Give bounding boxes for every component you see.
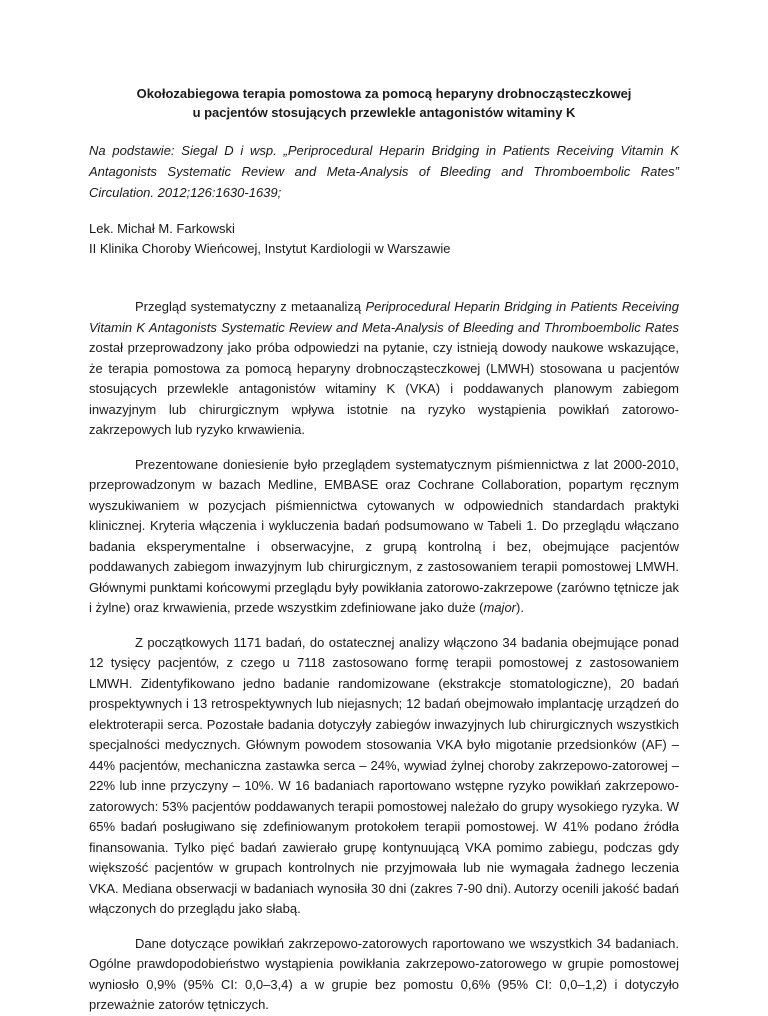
author-block — [89, 219, 679, 259]
paragraph-3: Z początkowych 1171 badań, do ostatecznej analizy włączono 34 badania obejmujące ponad 12 tysięcy pacjentów, z czego u 7118 zastosowano formę terapii pomostowej z zastosowaniem LMWH. Zidentyfikowano jedno badanie randomizowane (ekstrakcje stomatologiczne), 20 badań prospektywnych i 13 retrospektywnych lub niejasnych; 12 badań obejmowało implantację urządzeń do elektroterapii serca. Pozostałe badania dotyczyły zabiegów inwazyjnych lub chirurgicznych wszystkich specjalności medycznych. Głównym powodem stosowania VKA było migotanie przedsionków (AF) – 44% pacjentów, mechaniczna zastawka serca – 24%, wywiad żylnej choroby zakrzepowo-zatorowej – 22% lub inne przyczyny – 10%. W 16 badaniach raportowano wstępne ryzyko powikłań zakrzepowo-zatorowych: 53% pacjentów poddawanych terapii pomostowej należało do grupy wysokiego ryzyka. W 65% badań posługiwano się zdefiniowanym protokołem terapii pomostowej. W 41% podano źródła finansowania. Tylko pięć badań zawierało grupę kontynuującą VKA pomimo zabiegu, podczas gdy większość pacjentów w grupach kontrolnych nie przyjmowała lub nie wymagała żadnego leczenia VKA. Mediana obserwacji w badaniach wynosiła 30 dni (zakres 7-90 dni). Autorzy ocenili jakość badań włączonych do przeglądu jako słabą. — [89, 634, 679, 916]
paragraph-2-italic-term: major — [483, 600, 517, 615]
paragraph-2-text-a: Prezentowane doniesienie było przeglądem systematycznym piśmiennictwa z lat 2000-2010, przeprowadzonym w bazach Medline, EMBASE oraz Cochrane Collaboration, popartym ręcznym wyszukiwaniem w pozycjach piśmiennictwa cytowanych w odpowiednich standardach praktyki klinicznej. Kryteria włączenia i wykluczenia badań podsumowano w Tabeli 1. Do przeglądu włączano badania eksperymentalne i obserwacyjne, z grupą kontrolną i bez, obejmujące pacjentów poddawanych zabiegom inwazyjnym lub chirurgicznym, z zastosowaniem terapii pomostowej LMWH. Głównymi punktami końcowymi przeglądu były powikłania zatorowo-zakrzepowe (zarówno tętnicze jak i żylne) oraz krwawienia, przede wszystkim zdefiniowane jako duże ( — [89, 456, 679, 615]
title-line-1: Okołozabiegowa terapia pomostowa za pomocą heparyny drobnocząsteczkowej — [136, 86, 632, 101]
paragraph-2-text-b: ). — [516, 600, 524, 615]
source-citation: Na podstawie: Siegal D i wsp. „Periprocedural Heparin Bridging in Patients Receiving Vitamin K Antagonists Systematic Review and Meta-Analysis of Bleeding and Thromboembolic Rates” Circulation. 2012;126:1630-1639; — [89, 143, 679, 200]
title-line-2: u pacjentów stosujących przewlekle antagonistów witaminy K — [192, 105, 576, 120]
paragraph-4: Dane dotyczące powikłań zakrzepowo-zatorowych raportowano we wszystkich 34 badaniach. Ogólne prawdopodobieństwo wystąpienia powikłania zakrzepowo-zatorowego w grupie pomostowej wyniosło 0,9% (95% CI: 0,0–3,4) a w grupie bez pomostu 0,6% (95% CI: 0,0–1,2) i dotyczyło przeważnie zatorów tętniczych. — [89, 935, 679, 1012]
document-title — [89, 84, 679, 122]
author-name: Lek. Michał M. Farkowski — [89, 221, 235, 236]
paragraph-1-article-title: Periprocedural Heparin Bridging in Patients Receiving Vitamin K Antagonists Systematic Review and Meta-Analysis of Bleeding and Thromboembolic Rates — [89, 299, 679, 335]
paragraph-1-text-b: został przeprowadzony jako próba odpowiedzi na pytanie, czy istnieją dowody naukowe wskazujące, że terapia pomostowa za pomocą heparyny drobnocząsteczkowej (LMWH) stosowana u pacjentów stosujących przewlekle antagonistów witaminy K (VKA) i poddawanych planowym zabiegom inwazyjnym lub chirurgicznym wpływa istotnie na ryzyko wystąpienia powikłań zatorowo-zakrzepowych lub ryzyko krwawienia. — [89, 340, 679, 437]
paragraph-2 — [89, 455, 679, 619]
author-affiliation: II Klinika Choroby Wieńcowej, Instytut Kardiologii w Warszawie — [89, 241, 451, 256]
paragraph-1 — [89, 297, 679, 441]
paragraph-1-text-a: Przegląd systematyczny z metaanalizą — [135, 299, 366, 314]
